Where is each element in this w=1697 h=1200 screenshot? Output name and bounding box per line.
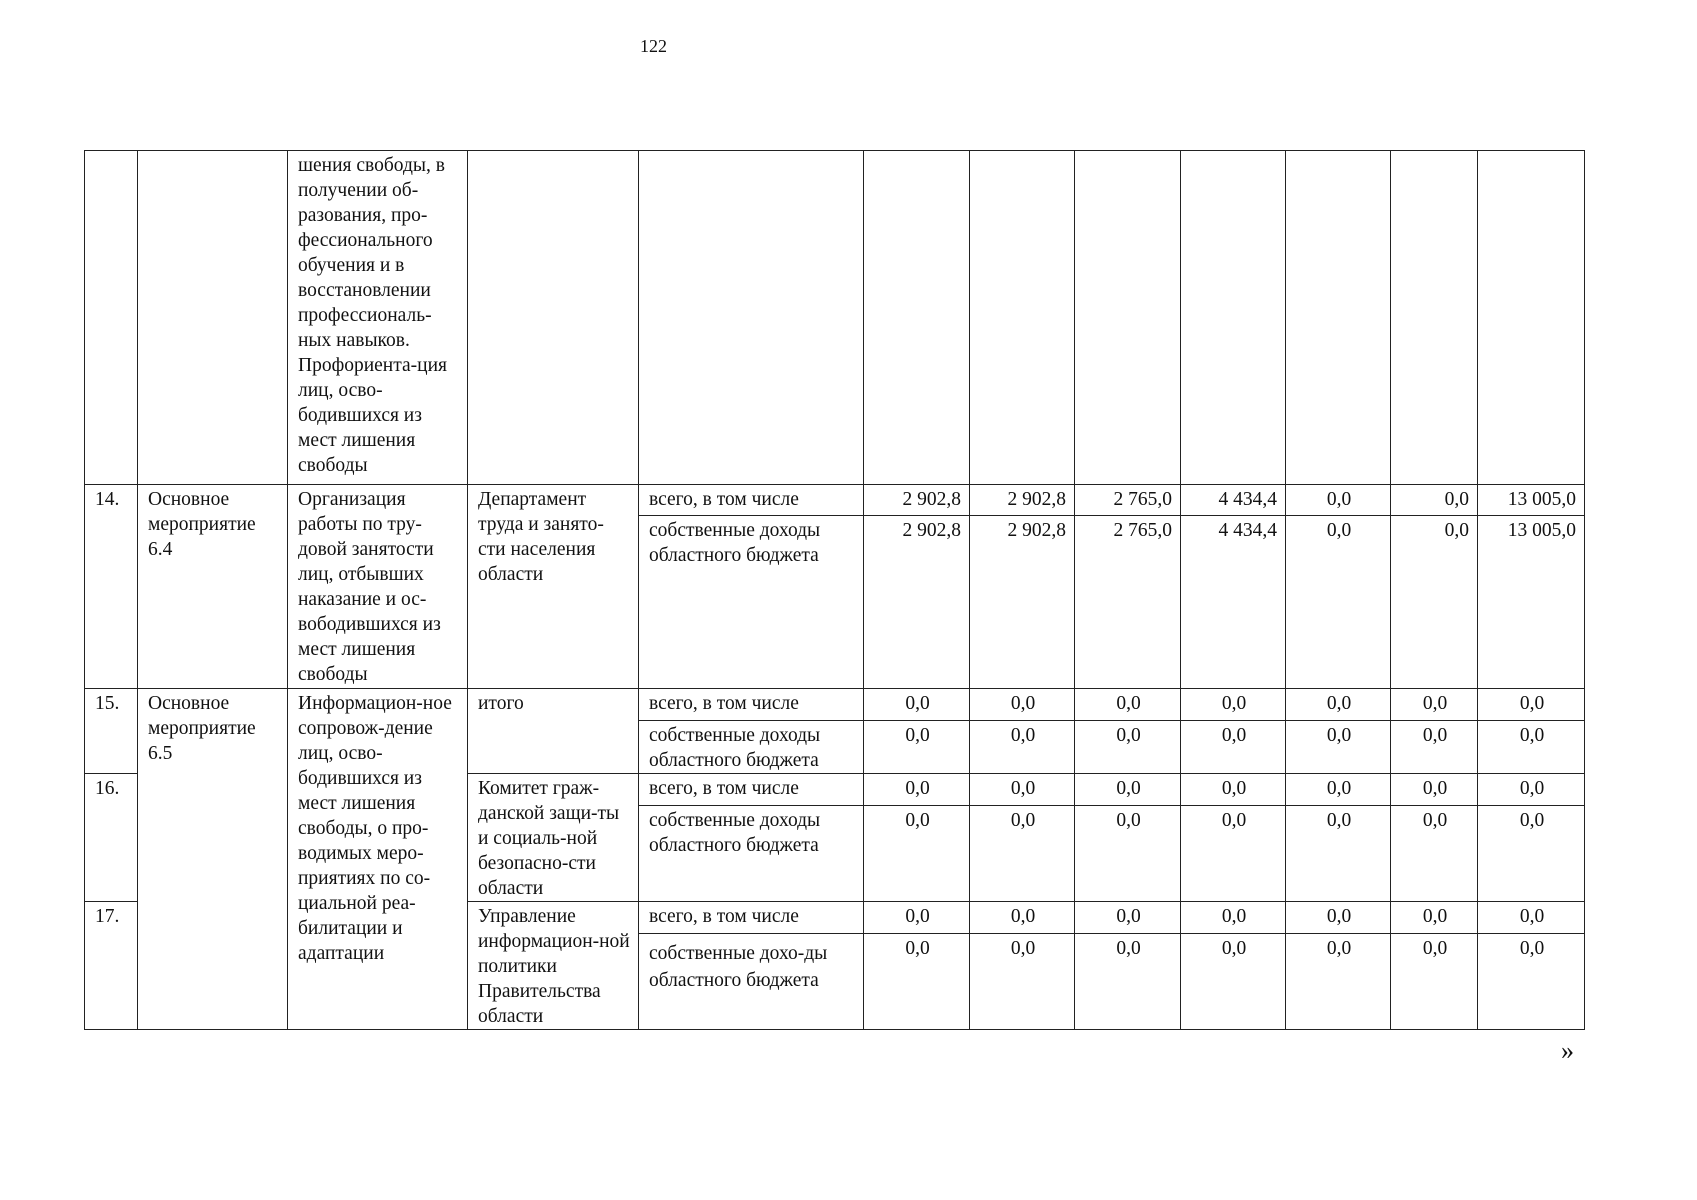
source-label: всего, в том числе bbox=[639, 485, 864, 516]
value-cell: 0,0 bbox=[1181, 689, 1286, 721]
value-cell: 0,0 bbox=[1391, 806, 1478, 902]
value-cell: 0,0 bbox=[1286, 902, 1391, 934]
executor-cell: Управление информацион-ной политики Правительства области bbox=[468, 902, 639, 1030]
closing-quote-mark: » bbox=[1561, 1036, 1574, 1065]
value-cell: 0,0 bbox=[1075, 934, 1181, 1030]
cell-source bbox=[639, 151, 864, 485]
executor-cell: итого bbox=[468, 689, 639, 774]
row-number: 16. bbox=[85, 774, 138, 902]
value-cell: 2 765,0 bbox=[1075, 516, 1181, 689]
value-cell: 0,0 bbox=[1181, 902, 1286, 934]
value-cell: 0,0 bbox=[1478, 806, 1585, 902]
value-cell: 0,0 bbox=[970, 902, 1075, 934]
value-cell: 0,0 bbox=[1391, 721, 1478, 774]
cell-value bbox=[970, 151, 1075, 485]
value-cell: 2 902,8 bbox=[864, 485, 970, 516]
value-cell: 0,0 bbox=[1075, 774, 1181, 806]
value-cell: 4 434,4 bbox=[1181, 516, 1286, 689]
cell-value bbox=[1075, 151, 1181, 485]
row-number: 17. bbox=[85, 902, 138, 1030]
page-number: 122 bbox=[640, 36, 667, 56]
table-row-14 bbox=[85, 485, 1585, 516]
value-cell: 0,0 bbox=[1286, 774, 1391, 806]
source-label: всего, в том числе bbox=[639, 689, 864, 721]
row-number: 14. bbox=[85, 485, 138, 689]
row-number: 15. bbox=[85, 689, 138, 774]
value-cell: 0,0 bbox=[970, 721, 1075, 774]
activity-cell: Основное мероприятие 6.4 bbox=[138, 485, 288, 689]
table-row-continuation bbox=[85, 151, 1585, 485]
value-cell: 0,0 bbox=[1181, 934, 1286, 1030]
value-cell: 0,0 bbox=[1286, 485, 1391, 516]
value-cell: 0,0 bbox=[970, 689, 1075, 721]
value-cell: 0,0 bbox=[970, 934, 1075, 1030]
value-cell: 0,0 bbox=[864, 806, 970, 902]
cell-description: шения свободы, в получении об-разования, про-фессионального обучения и в восстановлении профессиональ-ных навыков. Профориента-ция лиц, осво-бодившихся из мест лишения свободы bbox=[288, 151, 468, 485]
description-cell: Информацион-ное сопровож-дение лиц, осво-бодившихся из мест лишения свободы, о про-водимых меро-приятиях по со-циальной реа-билитации и адаптации bbox=[288, 689, 468, 1030]
cell-value bbox=[1478, 151, 1585, 485]
value-cell: 0,0 bbox=[1478, 689, 1585, 721]
source-label: собственные доходы областного бюджета bbox=[639, 516, 864, 689]
value-cell: 0,0 bbox=[1075, 689, 1181, 721]
description-cell: Организация работы по тру-довой занятости лиц, отбывших наказание и ос-вободившихся из мест лишения свободы bbox=[288, 485, 468, 689]
value-cell: 0,0 bbox=[1286, 934, 1391, 1030]
cell-value bbox=[1181, 151, 1286, 485]
value-cell: 13 005,0 bbox=[1478, 516, 1585, 689]
cell-executor bbox=[468, 151, 639, 485]
value-cell: 0,0 bbox=[1478, 902, 1585, 934]
value-cell: 0,0 bbox=[1391, 934, 1478, 1030]
value-cell: 0,0 bbox=[1286, 806, 1391, 902]
activity-cell: Основное мероприятие 6.5 bbox=[138, 689, 288, 1030]
value-cell: 0,0 bbox=[1181, 721, 1286, 774]
value-cell: 2 902,8 bbox=[864, 516, 970, 689]
budget-table bbox=[84, 150, 1585, 1030]
value-cell: 0,0 bbox=[1286, 721, 1391, 774]
value-cell: 0,0 bbox=[1391, 902, 1478, 934]
value-cell: 0,0 bbox=[1075, 806, 1181, 902]
source-label: собственные доходы областного бюджета bbox=[639, 806, 864, 902]
source-label: собственные доходы областного бюджета bbox=[639, 721, 864, 774]
executor-cell: Комитет граж-данской защи-ты и социаль-ной безопасно-сти области bbox=[468, 774, 639, 902]
value-cell: 0,0 bbox=[1391, 689, 1478, 721]
cell-value bbox=[1391, 151, 1478, 485]
value-cell: 0,0 bbox=[864, 689, 970, 721]
value-cell: 0,0 bbox=[1391, 774, 1478, 806]
cell-value bbox=[1286, 151, 1391, 485]
value-cell: 0,0 bbox=[1286, 689, 1391, 721]
value-cell: 0,0 bbox=[1075, 721, 1181, 774]
value-cell: 0,0 bbox=[970, 774, 1075, 806]
value-cell: 13 005,0 bbox=[1478, 485, 1585, 516]
executor-cell: Департамент труда и занято-сти населения области bbox=[468, 485, 639, 689]
value-cell: 0,0 bbox=[1391, 485, 1478, 516]
value-cell: 2 765,0 bbox=[1075, 485, 1181, 516]
cell-activity bbox=[138, 151, 288, 485]
cell-num bbox=[85, 151, 138, 485]
value-cell: 2 902,8 bbox=[970, 516, 1075, 689]
value-cell: 0,0 bbox=[1478, 934, 1585, 1030]
cell-value bbox=[864, 151, 970, 485]
value-cell: 0,0 bbox=[1478, 721, 1585, 774]
source-label: всего, в том числе bbox=[639, 902, 864, 934]
value-cell: 0,0 bbox=[1478, 774, 1585, 806]
value-cell: 0,0 bbox=[864, 934, 970, 1030]
table-row-15 bbox=[85, 689, 1585, 721]
value-cell: 0,0 bbox=[864, 721, 970, 774]
value-cell: 0,0 bbox=[864, 774, 970, 806]
value-cell: 0,0 bbox=[1075, 902, 1181, 934]
value-cell: 0,0 bbox=[1286, 516, 1391, 689]
value-cell: 0,0 bbox=[1181, 774, 1286, 806]
value-cell: 0,0 bbox=[1181, 806, 1286, 902]
value-cell: 4 434,4 bbox=[1181, 485, 1286, 516]
value-cell: 0,0 bbox=[970, 806, 1075, 902]
source-label: собственные дохо-ды областного бюджета bbox=[639, 934, 864, 1030]
value-cell: 0,0 bbox=[1391, 516, 1478, 689]
value-cell: 0,0 bbox=[864, 902, 970, 934]
source-label: всего, в том числе bbox=[639, 774, 864, 806]
value-cell: 2 902,8 bbox=[970, 485, 1075, 516]
